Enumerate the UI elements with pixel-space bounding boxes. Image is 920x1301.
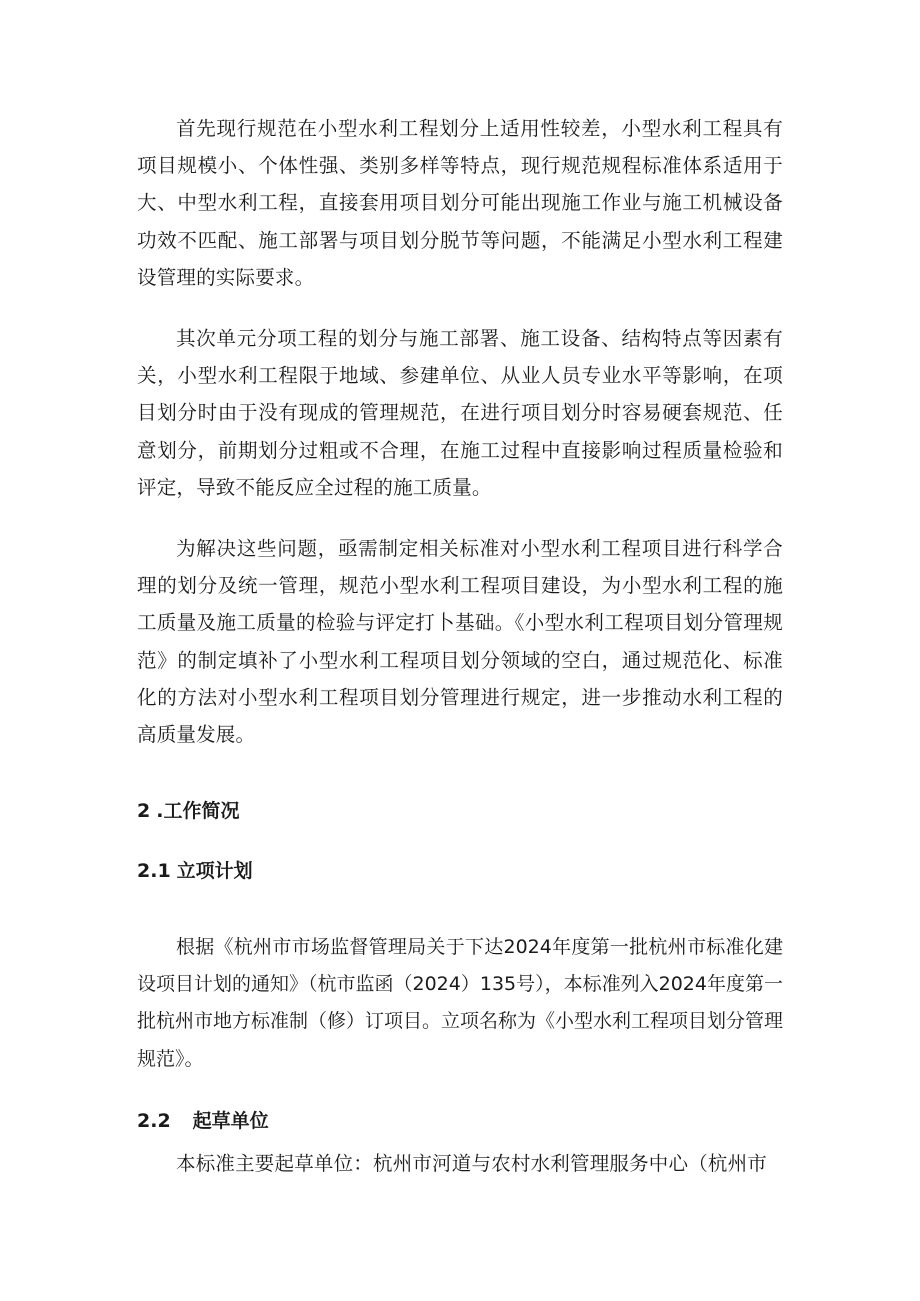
subsection-number: 2.2 xyxy=(137,1110,171,1132)
subsection-heading-project-plan xyxy=(137,858,253,884)
subsection-heading-drafting-unit xyxy=(137,1108,269,1134)
section-number: 2 xyxy=(137,800,151,822)
paragraph-unit-division-issues: 其次单元分项工程的划分与施工部署、施工设备、结构特点等因素有关，小型水利工程限于地域、参建单位、从业人员专业水平等影响，在项目划分时由于没有现成的管理规范，在进行项目划分时容易硬套规范、任意划分，前期划分过粗或不合理，在施工过程中直接影响过程质量检验和评定，导致不能反应全过程的施工质量。 xyxy=(137,327,783,499)
section-title: .工作简况 xyxy=(156,800,240,822)
section-heading-work-overview xyxy=(137,798,239,824)
paragraph-solution-purpose: 为解决这些问题，亟需制定相关标准对小型水利工程项目进行科学合理的划分及统一管理，规范小型水利工程项目建设，为小型水利工程的施工质量及施工质量的检验与评定打卜基础。《小型水利工程项目划分管理规范》的制定填补了小型水利工程项目划分领域的空白，通过规范化、标准化的方法对小型水利工程项目划分管理进行规定，进一步推动水利工程的高质量发展。 xyxy=(137,537,783,747)
subsection-title: 立项计划 xyxy=(176,860,253,882)
subsection-title: 起草单位 xyxy=(192,1110,269,1132)
paragraph-project-plan: 根据《杭州市市场监督管理局关于下达2024年度第一批杭州市标准化建设项目计划的通知》（杭市监函（2024）135号），本标准列入2024年度第一批杭州市地方标准制（修）订项目。立项名称为《小型水利工程项目划分管理规范》。 xyxy=(137,936,784,1070)
subsection-number: 2.1 xyxy=(137,860,171,882)
paragraph-current-standard-issues: 首先现行规范在小型水利工程划分上适用性较差，小型水利工程具有项目规模小、个体性强、类别多样等特点，现行规范规程标准体系适用于大、中型水利工程，直接套用项目划分可能出现施工作业与施工机械设备功效不匹配、施工部署与项目划分脱节等问题，不能满足小型水利工程建设管理的实际要求。 xyxy=(137,117,783,289)
paragraph-drafting-unit: 本标准主要起草单位：杭州市河道与农村水利管理服务中心（杭州市 xyxy=(176,1152,768,1175)
